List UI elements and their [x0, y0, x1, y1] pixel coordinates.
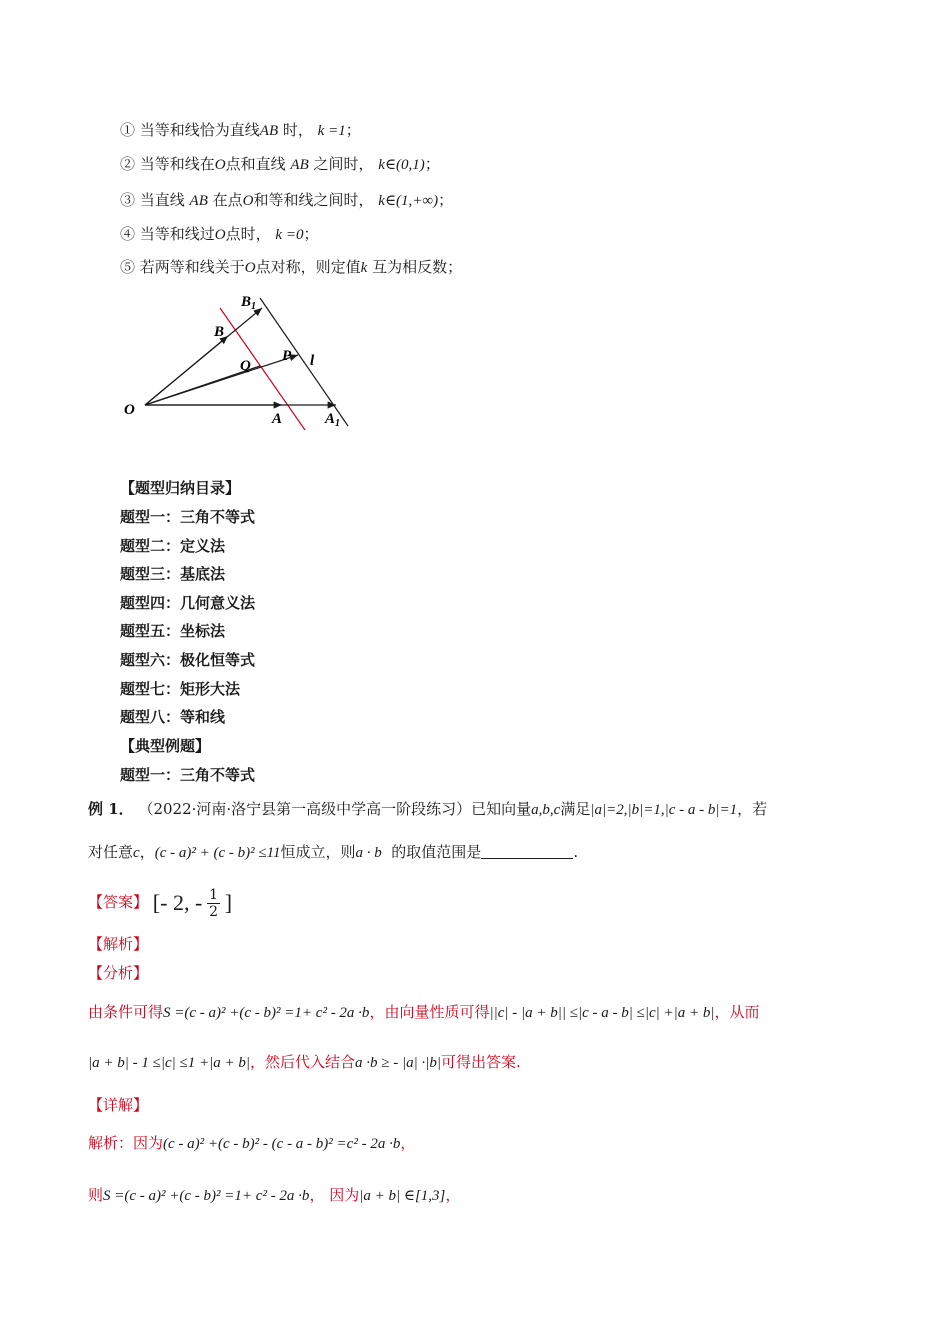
equal-sum-line-figure	[110, 288, 360, 438]
toc-item: 题型二：定义法	[120, 537, 226, 555]
detail-line1	[88, 1133, 415, 1154]
fenxi-inequality: |a + b| - 1 ≤|c| ≤1 +|a + b|	[88, 1055, 250, 1071]
toc-item: 题型一：三角不等式	[120, 508, 256, 526]
example-text: 满足	[560, 800, 591, 818]
detail-line2	[88, 1185, 460, 1206]
example-vars: a,b,c	[531, 802, 561, 818]
toc-item: 题型四：几何意义法	[120, 594, 256, 612]
case-math: k∈(0,1)	[378, 157, 425, 173]
answer-left: [- 2, -	[152, 890, 203, 915]
case-math: O	[242, 193, 254, 209]
example-label: 例 1．	[88, 800, 134, 818]
case-text: 互为相反数；	[367, 258, 463, 276]
fenxi-label: 【分析】	[88, 964, 149, 982]
example-text: ，	[139, 843, 155, 861]
example1-line1	[88, 799, 767, 820]
case-text: ；	[438, 191, 454, 209]
case-math: k∈(1,+∞)	[378, 193, 439, 209]
case-math: O	[214, 157, 226, 173]
detail-equation: S =(c - a)² +(c - b)² =1+ c² - 2a ·b	[103, 1188, 310, 1204]
fenxi-equation: S =(c - a)² +(c - b)² =1+ c² - 2a ·b	[163, 1005, 370, 1021]
toc-item: 题型六：极化恒等式	[120, 651, 256, 669]
case-math: k =1	[317, 123, 346, 139]
example-text: 对任意	[88, 843, 134, 861]
analysis-label: 【解析】	[88, 935, 149, 953]
case-text: 和等和线之间时，	[253, 191, 374, 209]
case-text: ④ 当等和线过	[120, 225, 215, 243]
toc-heading: 【题型归纳目录】	[120, 479, 241, 497]
case-text: 点和直线	[225, 155, 291, 173]
case-text: ；	[345, 121, 361, 139]
answer-line	[88, 885, 232, 919]
case-text: ② 当等和线在	[120, 155, 215, 173]
case-4	[120, 224, 318, 245]
fenxi-text: ，从而	[714, 1003, 760, 1021]
toc-item: 题型八：等和线	[120, 708, 226, 726]
case-math: AB	[189, 193, 208, 209]
toc-item: 题型七：矩形大法	[120, 680, 241, 698]
case-math: k	[360, 260, 368, 276]
example-source: （2022·河南·洛宁县第一高级中学高一阶段练习）已知向量	[138, 800, 532, 818]
case-text: ；	[424, 155, 440, 173]
case-text: ⑤ 若两等和线关于	[120, 258, 245, 276]
case-1	[120, 120, 361, 141]
line-l	[260, 298, 348, 426]
label-o: O	[124, 402, 135, 418]
example-condition: |a|=2,|b|=1,|c - a - b|=1	[590, 802, 738, 818]
fenxi-line2	[88, 1052, 521, 1073]
example-text: 恒成立，则	[280, 843, 356, 861]
detail-label: 【详解】	[88, 1096, 149, 1114]
example-text: .	[573, 843, 579, 861]
case-text: ① 当等和线恰为直线	[120, 121, 260, 139]
label-l: l	[310, 353, 315, 369]
fenxi-inequality: a ·b ≥ - |a| ·|b|	[355, 1055, 441, 1071]
case-text: 点时，	[225, 225, 271, 243]
fenxi-inequality: ||c| - |a + b|| ≤|c - a - b| ≤|c| +|a + b|	[489, 1005, 715, 1021]
example-text: ，若	[737, 800, 768, 818]
toc-item: 题型三：基底法	[120, 565, 226, 583]
label-a: A	[272, 411, 283, 427]
case-math: AB	[259, 123, 279, 139]
line-ab	[220, 308, 305, 430]
section-title: 题型一：三角不等式	[120, 766, 256, 784]
answer-fraction	[207, 887, 220, 920]
toc-item: 题型五：坐标法	[120, 622, 226, 640]
case-text: 时，	[278, 121, 313, 139]
detail-text: 解析：因为	[88, 1134, 164, 1152]
case-math: AB	[290, 157, 309, 173]
answer-blank	[481, 842, 573, 859]
case-math: k =0	[275, 227, 304, 243]
fenxi-text: ，由向量性质可得	[369, 1003, 490, 1021]
example-inequality: (c - a)² + (c - b)² ≤11	[154, 845, 281, 861]
detail-equation: (c - a)² +(c - b)² - (c - a - b)² =c² - 2a ·b	[163, 1136, 401, 1152]
case-text: 在点	[207, 191, 243, 209]
fenxi-text: ，然后代入结合	[249, 1053, 355, 1071]
examples-heading: 【典型例题】	[120, 737, 211, 755]
label-q: Q	[240, 358, 251, 374]
case-text: 点对称，则定值	[255, 258, 361, 276]
answer-right: ]	[224, 890, 233, 915]
detail-equation: |a + b| ∈[1,3]	[359, 1188, 446, 1204]
fraction-numerator: 1	[209, 886, 218, 903]
example-math: a · b	[355, 845, 382, 861]
case-text: ；	[303, 225, 319, 243]
detail-text: ，	[400, 1134, 416, 1152]
label-b: B	[214, 324, 225, 340]
case-2	[120, 154, 440, 175]
detail-text: 则	[88, 1186, 104, 1204]
case-3	[120, 190, 453, 211]
detail-text: ， 因为	[309, 1186, 360, 1204]
example1-line2	[88, 842, 578, 863]
fraction-denominator: 2	[209, 903, 218, 920]
label-p: P	[282, 348, 292, 364]
case-math: O	[244, 260, 256, 276]
case-math: O	[214, 227, 226, 243]
example-text: 的取值范围是	[391, 843, 482, 861]
case-5	[120, 257, 462, 278]
answer-label: 【答案】	[88, 893, 149, 911]
fenxi-text: 由条件可得	[88, 1003, 164, 1021]
fenxi-line1	[88, 1002, 760, 1023]
fenxi-text: 可得出答案.	[440, 1053, 521, 1071]
case-text: 之间时，	[308, 155, 374, 173]
example-math: c	[133, 845, 140, 861]
case-text: ③ 当直线	[120, 191, 190, 209]
label-b1: $B_1$	[241, 294, 257, 312]
vector-ob	[145, 336, 228, 405]
label-a1: $A_1$	[325, 411, 341, 429]
detail-text: ，	[445, 1186, 461, 1204]
